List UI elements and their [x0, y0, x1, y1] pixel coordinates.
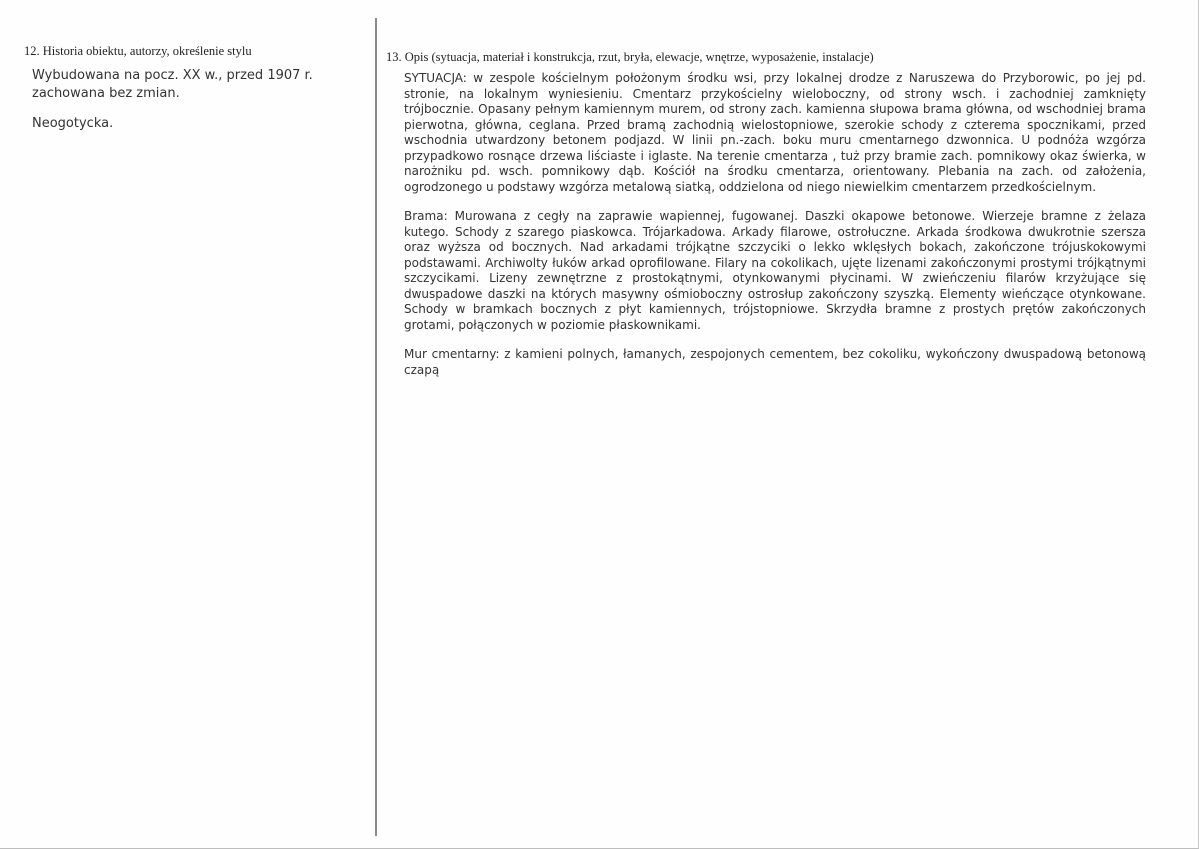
situation-paragraph: SYTUACJA: w zespole kościelnym położonym środku wsi, przy lokalnej drodze z Naruszewa do Przyborowic, po jej pd. stronie, na lokalnym wyniesieniu. Cmentarz przykościelny wieloboczny, od strony wsch. i zachodniej zamknięty trójbocznie. Opasany pełnym kamiennym murem, od strony zach. kamienna słupowa brama główna, od wschodniej brama pierwotna, główna, ceglana. Przed bramą zachodnią wielostopniowe, szerokie schody z czterema spocznikami, przed wschodnia utwardzony betonem podjazd. W linii pn.-zach. boku muru cmentarnego dzwonnica. U podnóża wzgórza przypadkowo rosnące drzewa liściaste i iglaste. Na terenie cmentarza , tuż przy bramie zach. pomnikowy okaz świerka, w narożniku pd. wsch. pomnikowy dąb. Kościół na środku cmentarza, orientowany. Plebania na zach. od założenia, ogrodzonego u podstawy wzgórza metalową siatką, oddzielona od niego niewielkim cmentarzem przedkościelnym.: [404, 71, 1146, 194]
column-divider: [375, 18, 377, 836]
history-line-1: Wybudowana na pocz. XX w., przed 1907 r.: [32, 68, 313, 83]
history-dating: [32, 67, 364, 103]
description-section: [386, 50, 1146, 392]
history-section: [24, 44, 364, 145]
history-heading: 12. Historia obiektu, autorzy, określenie stylu: [24, 44, 252, 58]
gate-paragraph: Brama: Murowana z cegły na zaprawie wapiennej, fugowanej. Daszki okapowe betonowe. Wierzeje bramne z żelaza kutego. Schody z szarego piaskowca. Trójarkadowa. Arkady filarowe, ostrołuczne. Arkada środkowa dwukrotnie szersza oraz wyższa od bocznych. Nad arkadami trójkątne szczyciki o lekko wklęsłych bokach, zakończone trójuskokowymi podstawami. Archiwolty łuków arkad oprofilowane. Filary na cokolikach, ujęte lizenami zakończonymi prostymi trójkątnymi szczycikami. Lizeny zewnętrzne z prostokątnymi, otynkowanymi płycinami. W zwieńczeniu filarów krzyżujące się dwuspadowe daszki na których masywny ośmioboczny ostrosłup zakończony szyszką. Elementy wieńczące otynkowane. Schody w bramkach bocznych z płyt kamiennych, trójstopniowe. Skrzydła bramne z prostych prętów zakończonych grotami, połączonych w poziomie płaskownikami.: [404, 209, 1146, 332]
description-heading: 13. Opis (sytuacja, materiał i konstrukcja, rzut, bryła, elewacje, wnętrze, wyposażenie, instalacje): [386, 50, 874, 64]
history-line-2: zachowana bez zmian.: [32, 86, 180, 101]
wall-paragraph: Mur cmentarny: z kamieni polnych, łamanych, zespojonych cementem, bez cokoliku, wykończony dwuspadową betonową czapą: [404, 347, 1146, 377]
style-text: Neogotycka.: [32, 116, 114, 131]
